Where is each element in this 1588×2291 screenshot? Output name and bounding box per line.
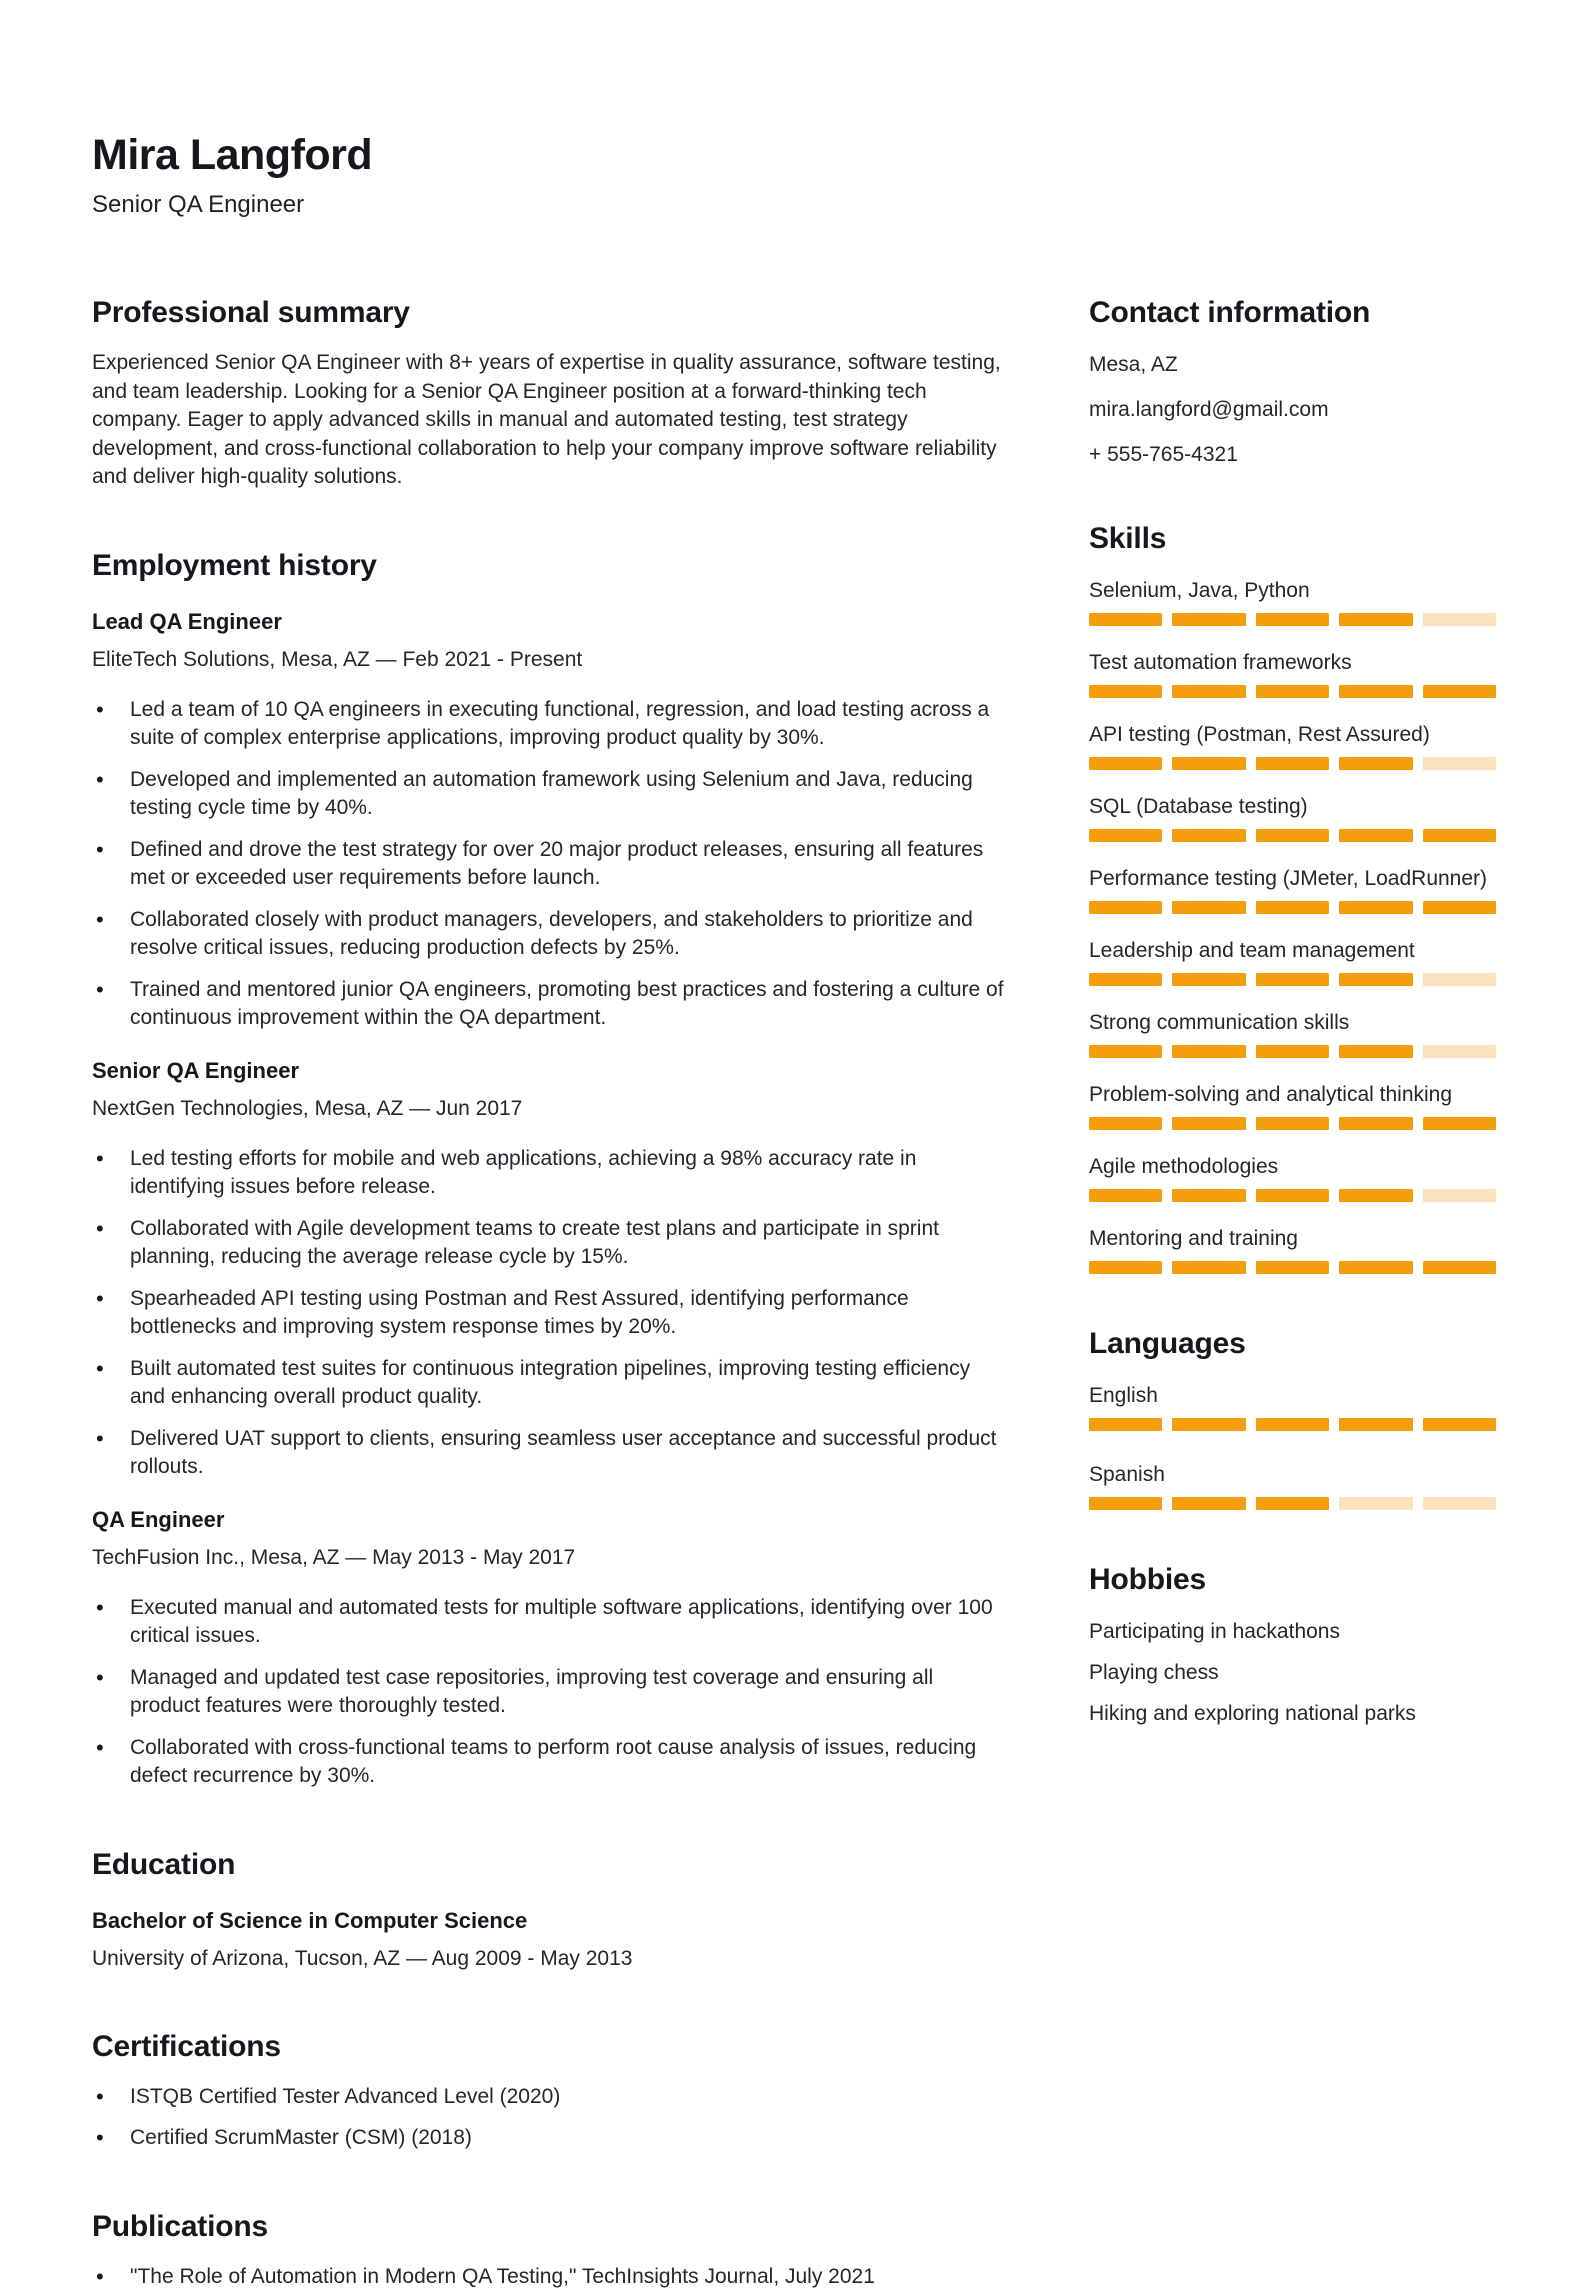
skill-segment-filled xyxy=(1089,757,1162,770)
skill-level-bar xyxy=(1089,1117,1496,1130)
skill-segment-filled xyxy=(1089,1497,1162,1510)
job-bullets xyxy=(92,1145,1005,1482)
skill-segment-filled xyxy=(1339,901,1412,914)
job-bullets xyxy=(92,1594,1005,1791)
skill-segment-empty xyxy=(1423,1497,1496,1510)
skill-label: Agile methodologies xyxy=(1089,1153,1496,1181)
skills-heading: Skills xyxy=(1089,521,1496,557)
person-job-title: Senior QA Engineer xyxy=(92,190,1005,220)
skill-item xyxy=(1089,1153,1496,1202)
skill-segment-filled xyxy=(1172,1045,1245,1058)
skill-segment-filled xyxy=(1089,1117,1162,1130)
skill-segment-filled xyxy=(1423,901,1496,914)
job-meta: NextGen Technologies, Mesa, AZ — Jun 2017 xyxy=(92,1095,1005,1123)
skill-level-bar xyxy=(1089,901,1496,914)
language-item xyxy=(1089,1461,1496,1510)
summary-heading: Professional summary xyxy=(92,295,1005,331)
skill-label: SQL (Database testing) xyxy=(1089,793,1496,821)
language-item xyxy=(1089,1382,1496,1431)
skill-segment-empty xyxy=(1423,613,1496,626)
skill-segment-filled xyxy=(1256,757,1329,770)
skill-item xyxy=(1089,649,1496,698)
job-bullet: • Delivered UAT support to clients, ensuring seamless user acceptance and successful product rollouts. xyxy=(92,1425,1005,1482)
skill-segment-filled xyxy=(1339,613,1412,626)
job-bullet: • Defined and drove the test strategy for over 20 major product releases, ensuring all features met or exceeded user requirements before launch. xyxy=(92,836,1005,893)
skill-segment-filled xyxy=(1256,901,1329,914)
certification-item: • ISTQB Certified Tester Advanced Level (2020) xyxy=(92,2083,1005,2112)
skill-segment-filled xyxy=(1256,1418,1329,1431)
skill-label: Problem-solving and analytical thinking xyxy=(1089,1081,1496,1109)
skill-segment-filled xyxy=(1256,973,1329,986)
skill-segment-filled xyxy=(1172,613,1245,626)
hobby-item: Hiking and exploring national parks xyxy=(1089,1700,1496,1728)
skill-segment-filled xyxy=(1339,1189,1412,1202)
certifications-heading: Certifications xyxy=(92,2029,1005,2065)
skill-level-bar xyxy=(1089,757,1496,770)
skill-segment-filled xyxy=(1172,1189,1245,1202)
skill-segment-filled xyxy=(1339,1045,1412,1058)
hobbies-list xyxy=(1089,1618,1496,1728)
skill-segment-filled xyxy=(1423,1261,1496,1274)
skill-segment-filled xyxy=(1339,685,1412,698)
skill-segment-filled xyxy=(1423,1117,1496,1130)
contact-item: mira.langford@gmail.com xyxy=(1089,396,1496,424)
job-meta: TechFusion Inc., Mesa, AZ — May 2013 - May 2017 xyxy=(92,1544,1005,1572)
main-column xyxy=(92,130,1005,2204)
education-degree: Bachelor of Science in Computer Science xyxy=(92,1907,1005,1935)
skill-segment-filled xyxy=(1172,685,1245,698)
language-label: English xyxy=(1089,1382,1496,1410)
hobby-item: Playing chess xyxy=(1089,1659,1496,1687)
publication-item: • "The Role of Automation in Modern QA Testing," TechInsights Journal, July 2021 xyxy=(92,2263,1005,2291)
skill-segment-filled xyxy=(1172,1418,1245,1431)
skill-segment-empty xyxy=(1423,1045,1496,1058)
skill-segment-filled xyxy=(1172,1117,1245,1130)
job-meta: EliteTech Solutions, Mesa, AZ — Feb 2021 - Present xyxy=(92,646,1005,674)
skill-label: Leadership and team management xyxy=(1089,937,1496,965)
skill-level-bar xyxy=(1089,1497,1496,1510)
job-entry xyxy=(92,1057,1005,1482)
skill-segment-filled xyxy=(1423,829,1496,842)
skill-item xyxy=(1089,1225,1496,1274)
contact-heading: Contact information xyxy=(1089,295,1496,331)
skill-item xyxy=(1089,937,1496,986)
skill-level-bar xyxy=(1089,613,1496,626)
skill-segment-filled xyxy=(1172,973,1245,986)
skill-segment-filled xyxy=(1256,1117,1329,1130)
job-title: QA Engineer xyxy=(92,1506,1005,1534)
contact-item: Mesa, AZ xyxy=(1089,351,1496,379)
skill-segment-filled xyxy=(1423,685,1496,698)
employment-jobs xyxy=(92,608,1005,1791)
skill-segment-filled xyxy=(1089,1045,1162,1058)
languages-heading: Languages xyxy=(1089,1326,1496,1362)
skill-level-bar xyxy=(1089,1418,1496,1431)
skill-segment-filled xyxy=(1339,829,1412,842)
skill-level-bar xyxy=(1089,685,1496,698)
skill-segment-filled xyxy=(1089,1189,1162,1202)
skill-segment-filled xyxy=(1089,829,1162,842)
skill-segment-filled xyxy=(1089,613,1162,626)
job-bullet: • Developed and implemented an automation framework using Selenium and Java, reducing testing cycle time by 40%. xyxy=(92,766,1005,823)
job-entry xyxy=(92,1506,1005,1791)
summary-text: Experienced Senior QA Engineer with 8+ years of expertise in quality assurance, software testing, and team leadership. Looking for a Senior QA Engineer position at a forward-thinking tech company. Eager to apply advanced skills in manual and automated testing, test strategy development, and cross-functional collaboration to help your company improve software reliability and deliver high-quality solutions. xyxy=(92,349,1005,492)
skill-label: Test automation frameworks xyxy=(1089,649,1496,677)
skill-label: Selenium, Java, Python xyxy=(1089,577,1496,605)
skill-level-bar xyxy=(1089,973,1496,986)
skill-segment-empty xyxy=(1339,1497,1412,1510)
skill-segment-empty xyxy=(1423,973,1496,986)
hobby-item: Participating in hackathons xyxy=(1089,1618,1496,1646)
skill-segment-filled xyxy=(1423,1418,1496,1431)
skill-item xyxy=(1089,721,1496,770)
job-bullet: • Led a team of 10 QA engineers in executing functional, regression, and load testing across a suite of complex enterprise applications, improving product quality by 30%. xyxy=(92,696,1005,753)
skill-segment-filled xyxy=(1172,757,1245,770)
publications-list xyxy=(92,2263,1005,2291)
job-title: Lead QA Engineer xyxy=(92,608,1005,636)
skill-item xyxy=(1089,1009,1496,1058)
job-bullet: • Built automated test suites for continuous integration pipelines, improving testing efficiency and enhancing overall product quality. xyxy=(92,1355,1005,1412)
skill-segment-filled xyxy=(1339,973,1412,986)
skill-item xyxy=(1089,865,1496,914)
job-bullet: • Managed and updated test case repositories, improving test coverage and ensuring all product features were thoroughly tested. xyxy=(92,1664,1005,1721)
skill-segment-filled xyxy=(1172,1497,1245,1510)
job-title: Senior QA Engineer xyxy=(92,1057,1005,1085)
languages-list xyxy=(1089,1382,1496,1510)
contact-item: + 555-765-4321 xyxy=(1089,441,1496,469)
job-bullet: • Executed manual and automated tests for multiple software applications, identifying over 100 critical issues. xyxy=(92,1594,1005,1651)
skill-item xyxy=(1089,577,1496,626)
skill-segment-filled xyxy=(1256,1045,1329,1058)
job-entry xyxy=(92,608,1005,1033)
skill-segment-filled xyxy=(1256,1189,1329,1202)
publications-heading: Publications xyxy=(92,2209,1005,2245)
employment-heading: Employment history xyxy=(92,548,1005,584)
skill-segment-filled xyxy=(1089,1418,1162,1431)
skill-level-bar xyxy=(1089,829,1496,842)
hobbies-heading: Hobbies xyxy=(1089,1562,1496,1598)
skill-segment-filled xyxy=(1089,1261,1162,1274)
job-bullet: • Collaborated with cross-functional teams to perform root cause analysis of issues, reducing defect recurrence by 30%. xyxy=(92,1734,1005,1791)
job-bullet: • Led testing efforts for mobile and web applications, achieving a 98% accuracy rate in identifying issues before release. xyxy=(92,1145,1005,1202)
skill-segment-filled xyxy=(1256,685,1329,698)
skill-level-bar xyxy=(1089,1045,1496,1058)
skill-segment-filled xyxy=(1256,613,1329,626)
skill-segment-filled xyxy=(1089,685,1162,698)
skill-item xyxy=(1089,1081,1496,1130)
skill-segment-filled xyxy=(1256,1261,1329,1274)
sidebar-column xyxy=(1089,295,1496,2204)
skill-segment-empty xyxy=(1423,1189,1496,1202)
skill-segment-filled xyxy=(1172,901,1245,914)
education-meta: University of Arizona, Tucson, AZ — Aug 2009 - May 2013 xyxy=(92,1945,1005,1973)
skill-level-bar xyxy=(1089,1261,1496,1274)
job-bullets xyxy=(92,696,1005,1033)
skill-item xyxy=(1089,793,1496,842)
job-bullet: • Collaborated closely with product managers, developers, and stakeholders to prioritize and resolve critical issues, reducing production defects by 25%. xyxy=(92,906,1005,963)
skill-segment-filled xyxy=(1089,901,1162,914)
skill-segment-filled xyxy=(1339,1261,1412,1274)
skill-segment-empty xyxy=(1423,757,1496,770)
person-name: Mira Langford xyxy=(92,130,1005,180)
job-bullet: • Collaborated with Agile development teams to create test plans and participate in sprint planning, reducing the average release cycle by 15%. xyxy=(92,1215,1005,1272)
skill-segment-filled xyxy=(1089,973,1162,986)
skill-segment-filled xyxy=(1256,829,1329,842)
skill-segment-filled xyxy=(1172,1261,1245,1274)
certification-item: • Certified ScrumMaster (CSM) (2018) xyxy=(92,2124,1005,2153)
skill-label: API testing (Postman, Rest Assured) xyxy=(1089,721,1496,749)
skill-label: Mentoring and training xyxy=(1089,1225,1496,1253)
certifications-list xyxy=(92,2083,1005,2153)
education-heading: Education xyxy=(92,1847,1005,1883)
skill-label: Performance testing (JMeter, LoadRunner) xyxy=(1089,865,1496,893)
skill-segment-filled xyxy=(1339,1418,1412,1431)
skill-level-bar xyxy=(1089,1189,1496,1202)
contact-list xyxy=(1089,351,1496,469)
job-bullet: • Trained and mentored junior QA engineers, promoting best practices and fostering a culture of continuous improvement within the QA department. xyxy=(92,976,1005,1033)
job-bullet: • Spearheaded API testing using Postman and Rest Assured, identifying performance bottlenecks and improving system response times by 20%. xyxy=(92,1285,1005,1342)
skills-list xyxy=(1089,577,1496,1274)
language-label: Spanish xyxy=(1089,1461,1496,1489)
skill-segment-filled xyxy=(1256,1497,1329,1510)
skill-segment-filled xyxy=(1339,757,1412,770)
skill-segment-filled xyxy=(1339,1117,1412,1130)
skill-label: Strong communication skills xyxy=(1089,1009,1496,1037)
skill-segment-filled xyxy=(1172,829,1245,842)
